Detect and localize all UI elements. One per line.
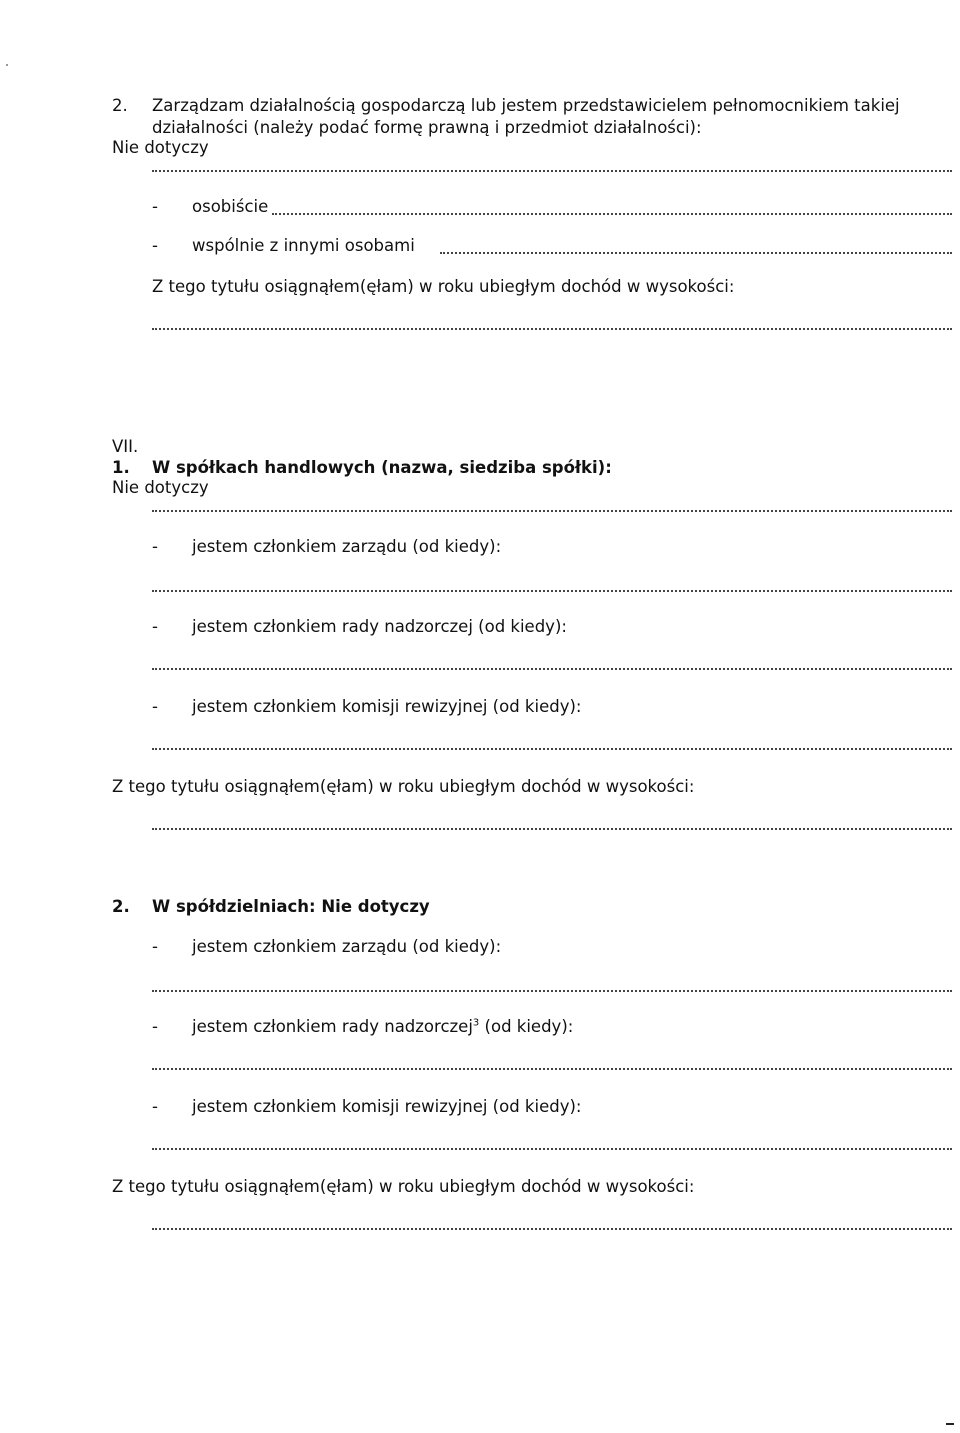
part2-supervisory-label: jestem członkiem rady nadzorczej	[192, 1017, 473, 1036]
dash: -	[152, 236, 158, 255]
section2-income-dotted-line	[152, 328, 952, 330]
part2-audit-dotted-line	[152, 1148, 952, 1150]
part2-heading-text: W spółdzielniach: Nie dotyczy	[152, 897, 430, 916]
part2-income-dotted-line	[152, 1228, 952, 1230]
jointly-dotted-line	[440, 252, 952, 254]
answer-dotted-line	[152, 170, 952, 172]
scan-speck	[6, 64, 8, 66]
part2-item-audit	[152, 1097, 581, 1117]
part1-number: 1.	[112, 458, 130, 477]
section2-text-line2: działalności (należy podać formę prawną i przedmiot działalności):	[152, 118, 702, 137]
section7-roman: VII.	[112, 437, 139, 456]
part1-income-dotted-line	[152, 828, 952, 830]
dash: -	[152, 537, 158, 556]
dash: -	[152, 197, 158, 216]
part2-item-board	[152, 937, 501, 957]
part1-audit-label: jestem członkiem komisji rewizyjnej (od kiedy):	[192, 697, 582, 716]
dash: -	[152, 1097, 158, 1116]
section2-answer: Nie dotyczy	[112, 138, 209, 157]
part1-item-audit	[152, 697, 581, 717]
part1-board-dotted-line	[152, 590, 952, 592]
part2-board-dotted-line	[152, 990, 952, 992]
part2-board-label: jestem członkiem zarządu (od kiedy):	[192, 937, 502, 956]
section2-income-text: Z tego tytułu osiągnąłem(ęłam) w roku ubiegłym dochód w wysokości:	[152, 277, 735, 296]
item-personal-label: osobiście	[192, 197, 269, 216]
section2-text-line1: Zarządzam działalnością gospodarczą lub jestem przedstawicielem pełnomocnikiem takiej	[152, 96, 900, 115]
dash: -	[152, 697, 158, 716]
part2-item-supervisory	[152, 1017, 573, 1037]
part1-board-label: jestem członkiem zarządu (od kiedy):	[192, 537, 502, 556]
section2-item-jointly	[152, 236, 415, 256]
section7-part1-heading	[112, 458, 612, 478]
section2-number: 2.	[112, 96, 128, 115]
part2-audit-label: jestem członkiem komisji rewizyjnej (od kiedy):	[192, 1097, 582, 1116]
item-jointly-label: wspólnie z innymi osobami	[192, 236, 415, 255]
part1-income-text: Z tego tytułu osiągnąłem(ęłam) w roku ubiegłym dochód w wysokości:	[112, 777, 695, 796]
part1-answer-dotted-line	[152, 510, 952, 512]
part1-item-supervisory	[152, 617, 567, 637]
footnote-marker: 3	[472, 1017, 480, 1029]
part1-supervisory-label: jestem członkiem rady nadzorczej (od kiedy):	[192, 617, 567, 636]
part1-audit-dotted-line	[152, 748, 952, 750]
dash: -	[152, 1017, 158, 1036]
dash: -	[152, 937, 158, 956]
part2-supervisory-dotted-line	[152, 1068, 952, 1070]
part1-supervisory-dotted-line	[152, 668, 952, 670]
part1-answer: Nie dotyczy	[112, 478, 209, 497]
section7-part2-heading	[112, 897, 430, 917]
dash: -	[152, 617, 158, 636]
part2-supervisory-label-end: (od kiedy):	[479, 1017, 574, 1036]
section2-line1	[112, 96, 900, 116]
personal-dotted-line	[272, 213, 952, 215]
section2-item-personal	[152, 197, 268, 217]
part1-heading-text: W spółkach handlowych (nazwa, siedziba spółki):	[152, 458, 612, 477]
part1-item-board	[152, 537, 501, 557]
part2-income-text: Z tego tytułu osiągnąłem(ęłam) w roku ubiegłym dochód w wysokości:	[112, 1177, 695, 1196]
scan-mark	[946, 1423, 954, 1425]
part2-number: 2.	[112, 897, 130, 916]
